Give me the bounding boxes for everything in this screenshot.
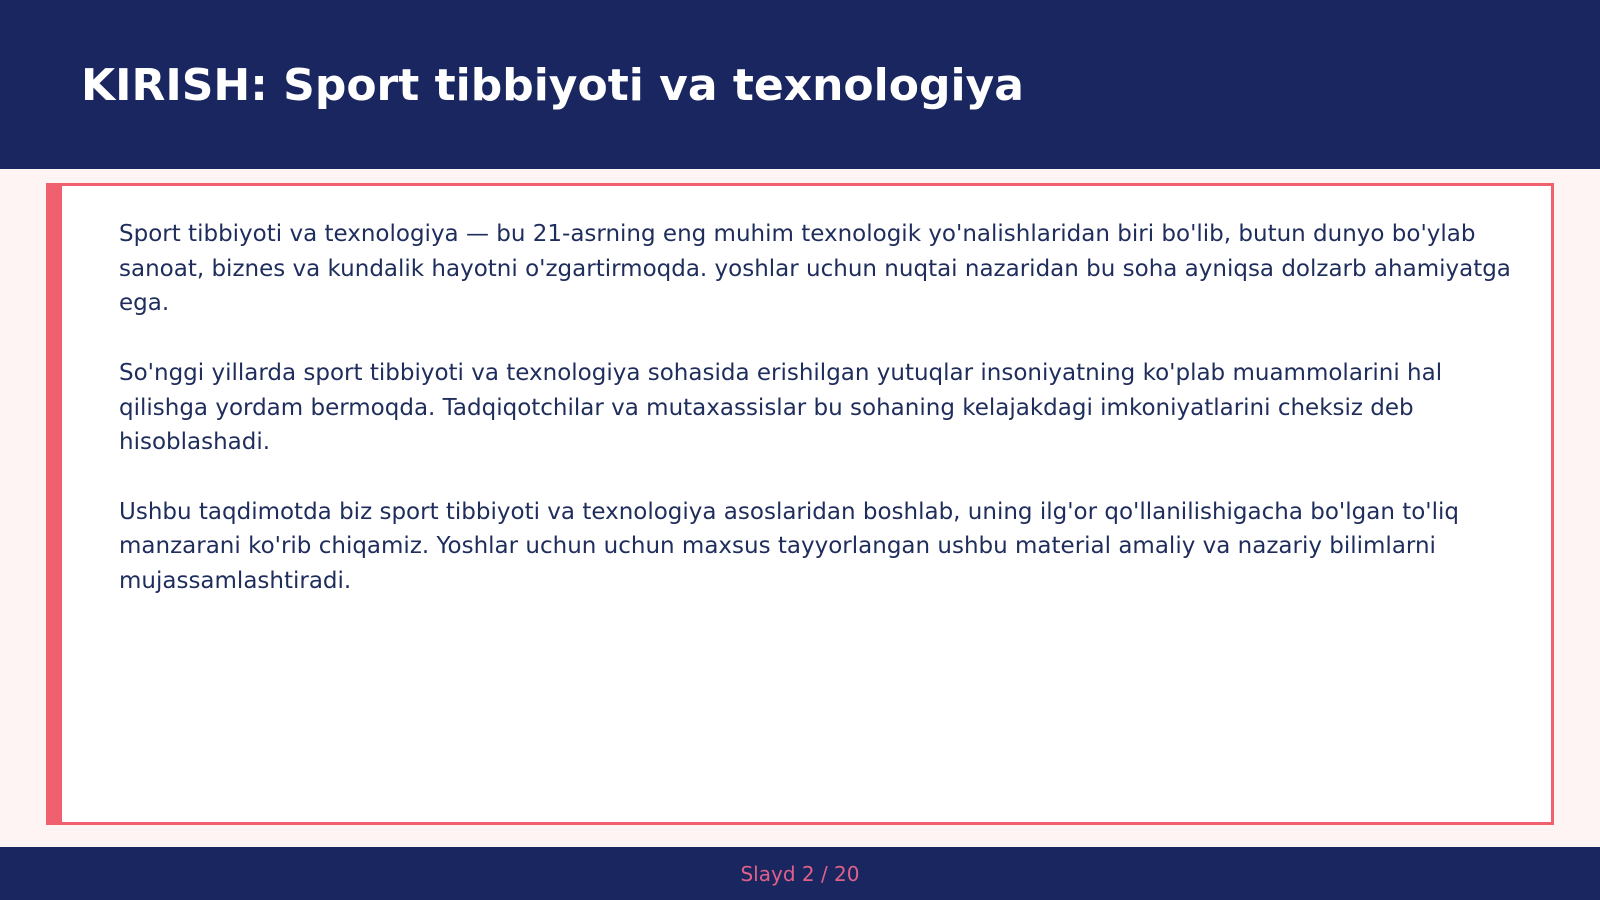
slide-counter: Slayd 2 / 20	[740, 862, 860, 886]
paragraph-overview: Ushbu taqdimotda biz sport tibbiyoti va texnologiya asoslaridan boshlab, uning ilg'or qo'llanilishigacha bo'lgan to'liq manzarani ko'rib chiqamiz. Yoshlar uchun uchun maxsus tayyorlangan ushbu material amaliy va nazariy bilimlarni mujassamlashtiradi.	[119, 498, 1460, 594]
slide-title: KIRISH: Sport tibbiyoti va texnologiya	[81, 60, 1024, 111]
content-body	[119, 217, 1524, 633]
paragraph-intro: Sport tibbiyoti va texnologiya — bu 21-asrning eng muhim texnologik yo'nalishlaridan biri bo'lib, butun dunyo bo'ylab sanoat, biznes va kundalik hayotni o'zgartirmoqda. yoshlar uchun nuqtai nazaridan bu soha ayniqsa dolzarb ahamiyatga ega.	[119, 221, 1511, 317]
paragraph-achievements: So'nggi yillarda sport tibbiyoti va texnologiya sohasida erishilgan yutuqlar insoniyatning ko'plab muammolarini hal qilishga yordam bermoqda. Tadqiqotchilar va mutaxassislar bu sohaning kelajakdagi imkoniyatlarini cheksiz deb hisoblashadi.	[119, 359, 1443, 456]
slide-footer	[0, 847, 1600, 900]
content-panel	[46, 183, 1554, 825]
slide-header	[0, 0, 1600, 169]
